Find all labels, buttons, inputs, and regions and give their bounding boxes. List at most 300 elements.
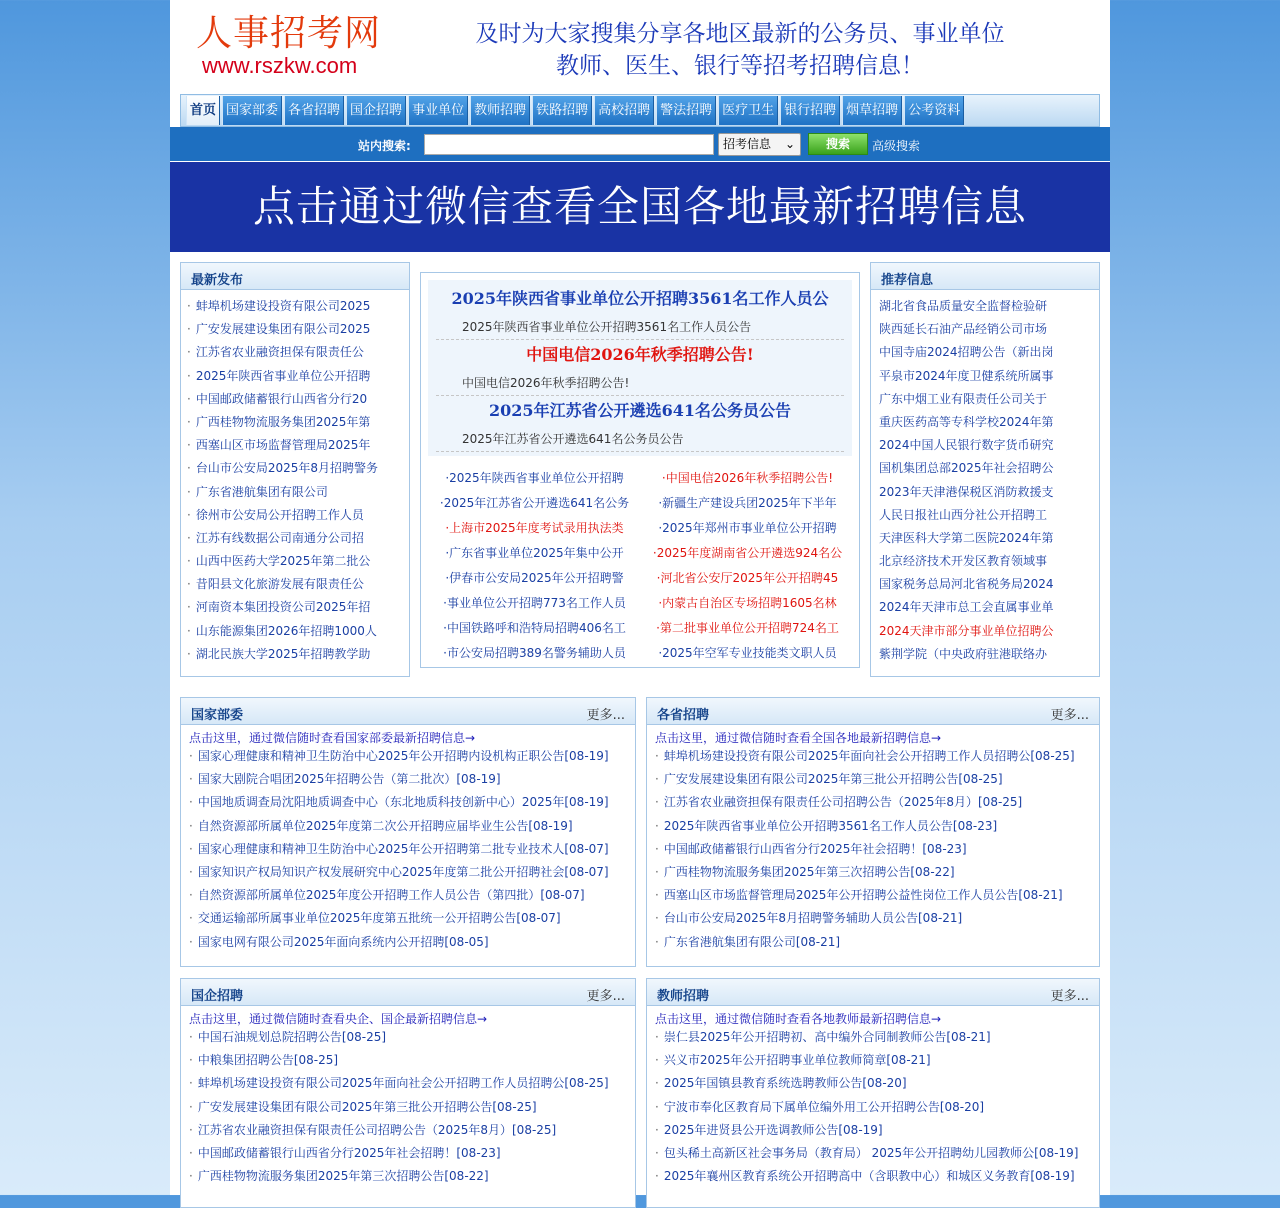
wechat-lead-link[interactable]: 点击这里，通过微信随时查看各地教师最新招聘信息→ [655, 1012, 942, 1026]
site-logo[interactable]: 人事招考网 [196, 13, 382, 54]
list-item[interactable] [189, 1096, 635, 1119]
bullet-icon: · [187, 484, 191, 499]
bullet-icon: · [187, 345, 191, 360]
bullet-icon: · [445, 521, 450, 535]
list-item[interactable] [189, 1142, 635, 1165]
section-header [647, 979, 1099, 1006]
bullet-icon: · [658, 646, 663, 660]
list-item[interactable] [189, 838, 635, 861]
headline-grid-text[interactable]: 上海市2025年度考试录用执法类 [449, 521, 624, 535]
chevron-down-icon: ⌄ [784, 137, 795, 151]
list-item[interactable] [879, 527, 1099, 550]
list-item[interactable] [187, 457, 409, 480]
list-item[interactable] [655, 884, 1099, 907]
list-item[interactable] [187, 481, 409, 504]
list-item[interactable] [189, 1072, 635, 1095]
page-container [170, 0, 1110, 1195]
list-item[interactable] [879, 620, 1099, 643]
list-item-link[interactable]: 2025年陕西省事业单位公开招聘3561名工作人员公告[08-23] [663, 818, 998, 833]
list-item-link[interactable]: 湖北民族大学2025年招聘教学助 [195, 646, 371, 661]
headline-grid-text[interactable]: 2025年度湖南省公开遴选924名公 [656, 546, 843, 560]
wechat-banner[interactable]: 点击通过微信查看全国各地最新招聘信息 [170, 162, 1110, 252]
bullet-icon: · [187, 461, 191, 476]
list-item[interactable] [655, 1165, 1099, 1188]
headline-title[interactable]: 中国电信2026年秋季招聘公告! [526, 345, 754, 364]
headline-grid-link[interactable] [428, 566, 641, 591]
headline-grid-text[interactable]: 2025年江苏省公开遴选641名公务 [443, 496, 630, 510]
list-item-link[interactable]: 广东省港航集团有限公司 [195, 484, 328, 499]
bullet-icon: · [658, 596, 663, 610]
headline-list [428, 284, 852, 452]
list-item-link[interactable]: 河南资本集团投资公司2025年招 [195, 600, 371, 615]
headline-grid-text[interactable]: 第二批事业单位公开招聘724名工 [659, 621, 839, 635]
list-item[interactable] [879, 573, 1099, 596]
headline-grid-link[interactable] [428, 541, 641, 566]
headline-summary[interactable]: 2025年江苏省公开遴选641名公务员公告 [436, 426, 844, 452]
wechat-lead-link[interactable]: 点击这里，通过微信随时查看央企、国企最新招聘信息→ [189, 1012, 488, 1026]
section-list [181, 745, 635, 954]
headline-grid-text[interactable]: 事业单位公开招聘773名工作人员 [446, 596, 626, 610]
list-item[interactable] [187, 434, 409, 457]
headline-grid-link[interactable] [641, 591, 854, 616]
list-item-link[interactable]: 中国石油规划总院招聘公告[08-25] [197, 1030, 387, 1044]
list-item-link[interactable]: 2023年天津港保税区消防救援支 [879, 484, 1054, 499]
headline-summary[interactable]: 2025年陕西省事业单位公开招聘3561名工作人员公告 [436, 314, 844, 340]
list-item-link[interactable]: 包头稀土高新区社会事务局（教育局） 2025年公开招聘幼儿园教师公[08-19] [663, 1145, 1079, 1160]
bullet-icon: · [443, 646, 447, 660]
list-item-link[interactable]: 天津医科大学第二医院2024年第 [879, 530, 1054, 545]
list-item[interactable] [189, 1026, 635, 1049]
list-item[interactable] [655, 1026, 1099, 1049]
nav-item-2[interactable]: 各省招聘 [284, 96, 344, 125]
list-item-link[interactable]: 中国地质调查局沈阳地质调查中心（东北地质科技创新中心）2025年[08-19] [197, 795, 609, 810]
list-item[interactable] [189, 815, 635, 838]
list-item[interactable] [655, 791, 1099, 814]
headline-grid-text[interactable]: 中国铁路呼和浩特局招聘406名工 [446, 621, 626, 635]
bullet-icon: · [189, 1145, 193, 1160]
headline-grid-row [428, 466, 854, 491]
list-item-link[interactable]: 广西桂物物流服务集团2025年第 [195, 414, 371, 429]
bullet-icon: · [658, 521, 663, 535]
main-nav [180, 94, 1100, 127]
bullet-icon: · [189, 864, 193, 879]
list-item-link[interactable]: 山西中医药大学2025年第二批公 [195, 554, 371, 569]
bullet-icon: · [187, 414, 191, 429]
headline-grid-row [428, 541, 854, 566]
bullet-icon: · [655, 911, 659, 926]
site-url[interactable]: www.rszkw.com [202, 53, 358, 78]
search-bar [170, 127, 1110, 161]
headline-grid-link[interactable] [428, 616, 641, 641]
headline-grid-link[interactable] [428, 641, 641, 666]
list-item-link[interactable]: 2024天津市部分事业单位招聘公 [879, 623, 1054, 638]
list-item[interactable] [655, 815, 1099, 838]
list-item-link[interactable]: 国机集团总部2025年社会招聘公 [879, 461, 1054, 476]
headline-title[interactable]: 2025年江苏省公开遴选641名公务员公告 [489, 401, 791, 420]
bullet-icon: · [443, 596, 447, 610]
bullet-icon: · [189, 818, 193, 833]
section-state-enterprises [180, 978, 636, 1208]
list-item[interactable] [655, 1142, 1099, 1165]
nav-item-9[interactable]: 医疗卫生 [718, 96, 778, 125]
list-item-link[interactable]: 江苏省农业融资担保有限责任公司招聘公告（2025年8月）[08-25] [663, 795, 1023, 810]
section-list [181, 1026, 635, 1188]
section-list [647, 1026, 1099, 1188]
section-header [181, 698, 635, 725]
site-header [170, 0, 1110, 94]
latest-box-title: 最新发布 [191, 273, 244, 288]
nav-item-8[interactable]: 警法招聘 [656, 96, 716, 125]
nav-item-6[interactable]: 铁路招聘 [532, 96, 592, 125]
list-item-link[interactable]: 广安发展建设集团有限公司2025年第三批公开招聘公告[08-25] [197, 1099, 537, 1114]
list-item[interactable] [189, 745, 635, 768]
recommend-list [871, 290, 1099, 666]
list-item[interactable] [187, 411, 409, 434]
list-item[interactable] [879, 550, 1099, 573]
list-item[interactable] [187, 573, 409, 596]
headline-grid-link[interactable] [641, 541, 854, 566]
list-item-link[interactable]: 宁波市奉化区教育局下属单位编外用工公开招聘公告[08-20] [663, 1099, 985, 1114]
bullet-icon: · [655, 1145, 659, 1160]
list-item-link[interactable]: 自然资源部所属单位2025年度公开招聘工作人员公告（第四批）[08-07] [197, 888, 585, 903]
more-link[interactable]: 更多... [586, 989, 625, 1004]
latest-box [180, 262, 410, 677]
headline-grid-text[interactable]: 广东省事业单位2025年集中公开 [449, 546, 624, 560]
bullet-icon: · [439, 496, 444, 510]
section-list [647, 745, 1099, 954]
list-item-link[interactable]: 自然资源部所属单位2025年度第二次公开招聘应届毕业生公告[08-19] [197, 818, 573, 833]
list-item[interactable] [879, 457, 1099, 480]
site-slogan [460, 18, 1020, 82]
list-item-link[interactable]: 西塞山区市场监督管理局2025年 [195, 438, 371, 453]
list-item[interactable] [189, 907, 635, 930]
headline-grid-link[interactable] [641, 616, 854, 641]
search-button[interactable]: 搜索 [808, 133, 868, 155]
bullet-icon: · [655, 795, 659, 810]
headline-grid-row [428, 616, 854, 641]
bullet-icon: · [187, 530, 191, 545]
list-item-link[interactable]: 中国邮政储蓄银行山西省分行2025年社会招聘！[08-23] [197, 1145, 501, 1160]
list-item[interactable] [655, 745, 1099, 768]
bullet-icon: · [655, 772, 659, 787]
bullet-icon: · [445, 471, 450, 485]
bullet-icon: · [661, 471, 666, 485]
bullet-icon: · [443, 621, 447, 635]
list-item[interactable] [187, 365, 409, 388]
headline-grid-link[interactable] [428, 491, 641, 516]
list-item[interactable] [187, 388, 409, 411]
list-item-link[interactable]: 中国邮政储蓄银行山西省分行20 [195, 391, 368, 406]
section-provinces [646, 697, 1100, 967]
headline-grid-row [428, 641, 854, 666]
list-item-link[interactable]: 2025年国镇县教育系统选聘教师公告[08-20] [663, 1076, 907, 1091]
list-item-link[interactable]: 2024中国人民银行数字货币研究 [879, 438, 1054, 453]
list-item[interactable] [187, 550, 409, 573]
list-item-link[interactable]: 江苏省农业融资担保有限责任公 [195, 345, 364, 360]
search-label: 站内搜索: [358, 139, 411, 153]
bullet-icon: · [189, 1099, 193, 1114]
list-item-link[interactable]: 蚌埠机场建设投资有限公司2025 [195, 299, 371, 313]
bullet-icon: · [655, 888, 659, 903]
bullet-icon: · [445, 571, 450, 585]
nav-item-11[interactable]: 烟草招聘 [842, 96, 902, 125]
list-item[interactable] [879, 596, 1099, 619]
bullet-icon: · [655, 749, 659, 763]
list-item[interactable] [879, 341, 1099, 364]
more-link[interactable]: 更多... [1050, 989, 1089, 1004]
recommend-box [870, 262, 1100, 677]
list-item-link[interactable]: 中国邮政储蓄银行山西省分行2025年社会招聘！[08-23] [663, 841, 967, 856]
list-item[interactable] [879, 411, 1099, 434]
headline-grid-link[interactable] [641, 516, 854, 541]
list-item-link[interactable]: 湖北省食品质量安全监督检验研 [879, 299, 1048, 313]
list-item-link[interactable]: 台山市公安局2025年8月招聘警务 [195, 461, 379, 476]
nav-item-12[interactable]: 公考资料 [904, 96, 964, 125]
bullet-icon: · [187, 299, 191, 313]
bullet-icon: · [189, 1169, 193, 1184]
headline-grid-link[interactable] [641, 641, 854, 666]
list-item[interactable] [879, 434, 1099, 457]
list-item-link[interactable]: 兴义市2025年公开招聘事业单位教师简章[08-21] [663, 1053, 931, 1068]
bullet-icon: · [655, 934, 659, 949]
list-item-link[interactable]: 国家知识产权局知识产权发展研究中心2025年度第二批公开招聘社会[08-07] [197, 864, 609, 879]
headline-grid-text[interactable]: 新疆生产建设兵团2025年下半年 [662, 496, 837, 510]
headline-grid [428, 466, 854, 666]
list-item-link[interactable]: 2025年陕西省事业单位公开招聘 [195, 368, 371, 383]
headline-grid-link[interactable] [428, 466, 641, 491]
list-item[interactable] [187, 596, 409, 619]
bullet-icon: · [189, 772, 193, 787]
bullet-icon: · [658, 496, 663, 510]
list-item-link[interactable]: 国家税务总局河北省税务局2024 [879, 577, 1054, 592]
list-item[interactable] [655, 907, 1099, 930]
more-link[interactable]: 更多... [586, 708, 625, 723]
bullet-icon: · [187, 368, 191, 383]
bullet-icon: · [656, 621, 660, 635]
bullet-icon: · [189, 888, 193, 903]
more-link[interactable]: 更多... [1050, 708, 1089, 723]
wechat-lead-link[interactable]: 点击这里，通过微信随时查看全国各地最新招聘信息→ [655, 731, 942, 745]
headline-grid-link[interactable] [641, 466, 854, 491]
list-item[interactable] [655, 768, 1099, 791]
list-item-link[interactable]: 昔阳县文化旅游发展有限责任公 [195, 577, 364, 592]
nav-item-7[interactable]: 高校招聘 [594, 96, 654, 125]
bullet-icon: · [655, 1169, 659, 1184]
headline-grid-text[interactable]: 市公安局招聘389名警务辅助人员 [446, 646, 626, 660]
list-item-link[interactable]: 紫荆学院（中央政府驻港联络办 [879, 646, 1048, 661]
list-item[interactable] [655, 861, 1099, 884]
section-ministries [180, 697, 636, 967]
list-item-link[interactable]: 崇仁县2025年公开招聘初、高中编外合同制教师公告[08-21] [663, 1030, 991, 1044]
list-item-link[interactable]: 山东能源集团2026年招聘1000人 [195, 623, 377, 638]
nav-item-1[interactable]: 国家部委 [222, 96, 282, 125]
bullet-icon: · [655, 1122, 659, 1137]
nav-item-4[interactable]: 事业单位 [408, 96, 468, 125]
bullet-icon: · [189, 795, 193, 810]
bullet-icon: · [652, 546, 657, 560]
headline-grid-link[interactable] [641, 491, 854, 516]
list-item-link[interactable]: 中粮集团招聘公告[08-25] [197, 1053, 339, 1068]
list-item[interactable] [879, 295, 1099, 318]
wechat-lead-link[interactable]: 点击这里，通过微信随时查看国家部委最新招聘信息→ [189, 731, 476, 745]
headline-title[interactable]: 2025年陕西省事业单位公开招聘3561名工作人员公 [451, 289, 829, 308]
latest-box-header [181, 263, 409, 290]
list-item[interactable] [879, 643, 1099, 666]
headline-grid-row [428, 491, 854, 516]
list-item[interactable] [189, 1049, 635, 1072]
list-item[interactable] [655, 838, 1099, 861]
bullet-icon: · [187, 600, 191, 615]
advanced-search-link[interactable]: 高级搜索 [872, 139, 921, 153]
list-item-link[interactable]: 陕西延长石油产品经销公司市场 [879, 322, 1048, 337]
headline-grid-link[interactable] [641, 566, 854, 591]
list-item[interactable] [189, 861, 635, 884]
list-item[interactable] [879, 318, 1099, 341]
search-category-value: 招考信息 [723, 137, 772, 151]
bullet-icon: · [187, 623, 191, 638]
bullet-icon: · [189, 1122, 193, 1137]
bullet-icon: · [187, 507, 191, 522]
search-input[interactable] [424, 134, 714, 155]
list-item[interactable] [879, 365, 1099, 388]
list-item-link[interactable]: 广西桂物物流服务集团2025年第三次招聘公告[08-22] [197, 1169, 489, 1184]
list-item[interactable] [187, 643, 409, 666]
list-item-link[interactable]: 重庆医药高等专科学校2024年第 [879, 414, 1054, 429]
list-item[interactable] [187, 341, 409, 364]
list-item-link[interactable]: 蚌埠机场建设投资有限公司2025年面向社会公开招聘工作人员招聘公[08-25] [663, 749, 1075, 763]
search-category-select[interactable] [718, 133, 801, 156]
list-item[interactable] [189, 791, 635, 814]
headline-grid-text[interactable]: 2025年郑州市事业单位公开招聘 [662, 521, 837, 535]
bullet-icon: · [189, 1076, 193, 1091]
bullet-icon: · [187, 554, 191, 569]
list-item-link[interactable]: 国家心理健康和精神卫生防治中心2025年公开招聘内设机构正职公告[08-19] [197, 749, 609, 763]
bullet-icon: · [445, 546, 450, 560]
list-item[interactable] [187, 527, 409, 550]
headline-grid-text[interactable]: 伊春市公安局2025年公开招聘警 [449, 571, 624, 585]
list-item-link[interactable]: 国家电网有限公司2025年面向系统内公开招聘[08-05] [197, 934, 489, 949]
nav-item-10[interactable]: 银行招聘 [780, 96, 840, 125]
bullet-icon: · [655, 841, 659, 856]
list-item[interactable] [187, 620, 409, 643]
nav-item-5[interactable]: 教师招聘 [470, 96, 530, 125]
headline-grid-row [428, 516, 854, 541]
latest-list [181, 290, 409, 666]
list-item-link[interactable]: 中国寺庙2024招聘公告（新出岗 [879, 345, 1054, 360]
headline-grid-link[interactable] [428, 516, 641, 541]
list-item-link[interactable]: 国家大剧院合唱团2025年招聘公告（第二批次）[08-19] [197, 772, 501, 787]
list-item-link[interactable]: 北京经济技术开发区教育领域事 [879, 554, 1048, 569]
headline-grid-text[interactable]: 内蒙古自治区专场招聘1605名林 [662, 596, 837, 610]
list-item[interactable] [189, 884, 635, 907]
bullet-icon: · [189, 749, 193, 763]
headline-grid-text[interactable]: 河北省公安厅2025年公开招聘45 [660, 571, 839, 585]
recommend-box-header [871, 263, 1099, 290]
list-item-link[interactable]: 西塞山区市场监督管理局2025年公开招聘公益性岗位工作人员公告[08-21] [663, 888, 1063, 903]
nav-item-3[interactable]: 国企招聘 [346, 96, 406, 125]
list-item[interactable] [189, 1165, 635, 1188]
bullet-icon: · [189, 841, 193, 856]
headline-grid-row [428, 566, 854, 591]
bullet-icon: · [187, 322, 191, 337]
list-item-link[interactable]: 广安发展建设集团有限公司2025 [195, 322, 371, 337]
recommend-box-title: 推荐信息 [881, 273, 934, 288]
headline-grid-text[interactable]: 2025年空军专业技能类文职人员 [662, 646, 837, 660]
list-item[interactable] [655, 1049, 1099, 1072]
bullet-icon: · [655, 864, 659, 879]
headline-grid-row [428, 591, 854, 616]
headline-inner [428, 280, 852, 660]
list-item-link[interactable]: 2025年襄州区教育系统公开招聘高中（含职教中心）和城区义务教育[08-19] [663, 1169, 1075, 1184]
list-item-link[interactable]: 蚌埠机场建设投资有限公司2025年面向社会公开招聘工作人员招聘公[08-25] [197, 1076, 609, 1091]
list-item[interactable] [655, 931, 1099, 954]
list-item-link[interactable]: 广东中烟工业有限责任公司关于 [879, 391, 1048, 406]
list-item-link[interactable]: 广西桂物物流服务集团2025年第三次招聘公告[08-22] [663, 864, 955, 879]
list-item-link[interactable]: 广安发展建设集团有限公司2025年第三批公开招聘公告[08-25] [663, 772, 1003, 787]
bullet-icon: · [655, 818, 659, 833]
list-item[interactable] [655, 1119, 1099, 1142]
bullet-icon: · [655, 1099, 659, 1114]
list-item[interactable] [655, 1096, 1099, 1119]
list-item[interactable] [187, 318, 409, 341]
list-item-link[interactable]: 台山市公安局2025年8月招聘警务辅助人员公告[08-21] [663, 911, 963, 926]
list-item-link[interactable]: 2025年进贤县公开选调教师公告[08-19] [663, 1122, 883, 1137]
bullet-icon: · [187, 646, 191, 661]
list-item[interactable] [655, 1072, 1099, 1095]
list-item-link[interactable]: 江苏省农业融资担保有限责任公司招聘公告（2025年8月）[08-25] [197, 1122, 557, 1137]
list-item-link[interactable]: 人民日报社山西分社公开招聘工 [879, 507, 1048, 522]
nav-item-0[interactable]: 首页 [186, 96, 220, 125]
headline-grid-text[interactable]: 2025年陕西省事业单位公开招聘 [449, 471, 624, 485]
bullet-icon: · [655, 1053, 659, 1068]
list-item[interactable] [879, 388, 1099, 411]
section-title[interactable]: 各省招聘 [657, 708, 710, 723]
bullet-icon: · [189, 1030, 193, 1044]
section-title[interactable]: 国家部委 [191, 708, 244, 723]
list-item-link[interactable]: 徐州市公安局公开招聘工作人员 [195, 507, 364, 522]
bullet-icon: · [187, 391, 191, 406]
headline-grid-link[interactable] [428, 591, 641, 616]
section-header [181, 979, 635, 1006]
list-item-link[interactable]: 国家心理健康和精神卫生防治中心2025年公开招聘第二批专业技术人[08-07] [197, 841, 609, 856]
bullet-icon: · [187, 438, 191, 453]
list-item[interactable] [187, 504, 409, 527]
list-item[interactable] [879, 504, 1099, 527]
headline-summary[interactable]: 中国电信2026年秋季招聘公告! [436, 370, 844, 396]
list-item-link[interactable]: 交通运输部所属事业单位2025年度第五批统一公开招聘公告[08-07] [197, 911, 561, 926]
slogan-line-2: 教师、医生、银行等招考招聘信息！ [556, 53, 924, 79]
list-item-link[interactable]: 广东省港航集团有限公司[08-21] [663, 934, 841, 949]
list-item[interactable] [187, 295, 409, 318]
list-item-link[interactable]: 平泉市2024年度卫健系统所属事 [879, 368, 1054, 383]
section-title[interactable]: 教师招聘 [657, 989, 710, 1004]
list-item-link[interactable]: 2024年天津市总工会直属事业单 [879, 600, 1054, 615]
headline-box [420, 272, 860, 668]
slogan-line-1: 及时为大家搜集分享各地区最新的公务员、事业单位 [475, 21, 1005, 47]
list-item[interactable] [189, 1119, 635, 1142]
headline-grid-text[interactable]: 中国电信2026年秋季招聘公告! [665, 471, 834, 485]
section-teachers [646, 978, 1100, 1208]
bullet-icon: · [189, 911, 193, 926]
bullet-icon: · [187, 577, 191, 592]
bullet-icon: · [189, 1053, 193, 1068]
list-item[interactable] [879, 481, 1099, 504]
section-title[interactable]: 国企招聘 [191, 989, 244, 1004]
bullet-icon: · [656, 571, 661, 585]
list-item-link[interactable]: 江苏有线数据公司南通分公司招 [195, 530, 364, 545]
list-item[interactable] [189, 768, 635, 791]
list-item[interactable] [189, 931, 635, 954]
